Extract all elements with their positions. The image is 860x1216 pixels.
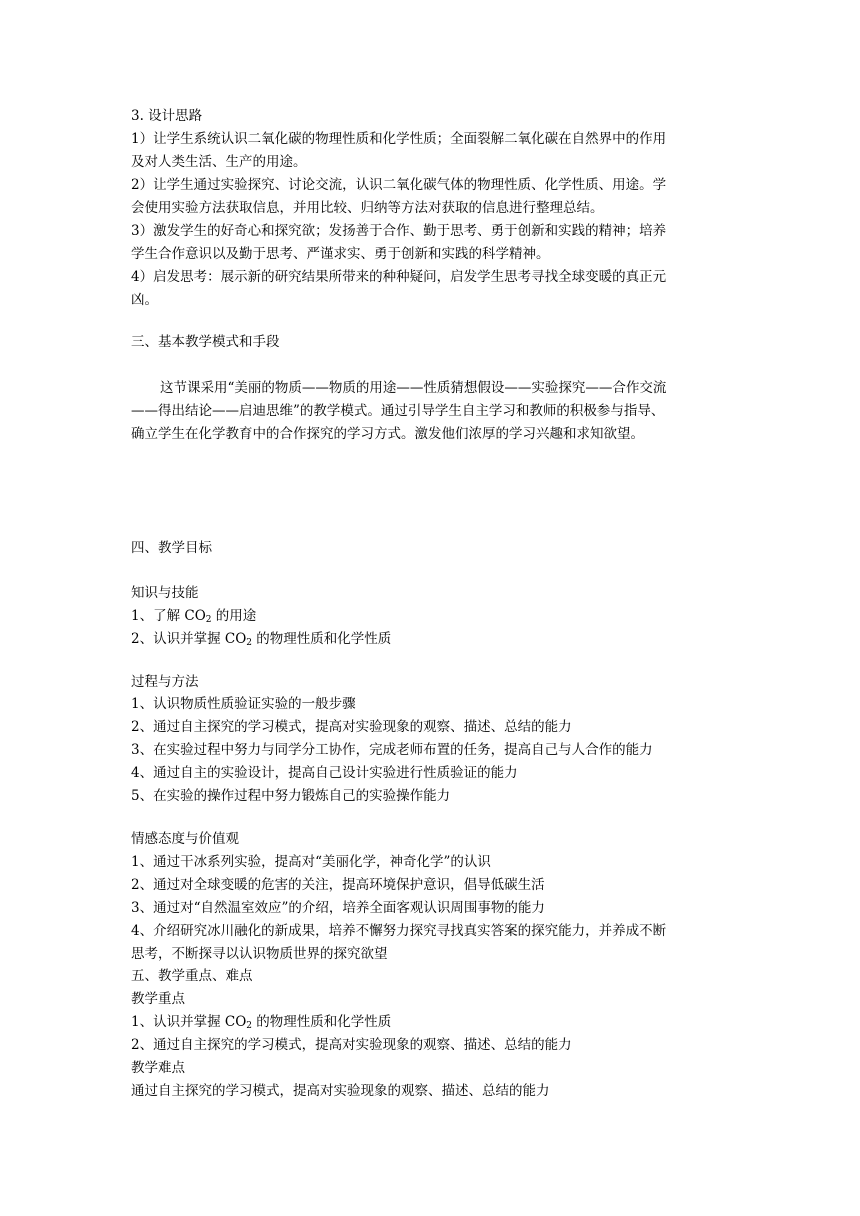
knowledge-item-1: 1、了解 $CO_2$ 的用途 <box>131 608 257 625</box>
focus-title: 教学重点 <box>131 991 185 1007</box>
design-item-4a: 4）启发思考：展示新的研究结果所带来的种种疑问，启发学生思考寻找全球变暖的真正元 <box>131 269 667 285</box>
process-item-4: 4、通过自主的实验设计，提高自己设计实验进行性质验证的能力 <box>131 765 518 781</box>
mode-heading: 三、基本教学模式和手段 <box>131 334 280 350</box>
design-item-3a: 3）激发学生的好奇心和探究欲；发扬善于合作、勤于思考、勇于创新和实践的精神；培养 <box>131 223 667 239</box>
process-item-3: 3、在实验过程中努力与同学分工协作，完成老师布置的任务，提高自己与人合作的能力 <box>131 742 653 758</box>
key-heading: 五、教学重点、难点 <box>131 968 253 984</box>
process-item-5: 5、在实验的操作过程中努力锻炼自己的实验操作能力 <box>131 788 451 804</box>
difficulty-title: 教学难点 <box>131 1060 185 1076</box>
emotion-item-4b: 思考，不断探寻以认识物质世界的探究欲望 <box>131 946 388 962</box>
emotion-title: 情感态度与价值观 <box>131 831 239 847</box>
design-item-1b: 及对人类生活、生产的用途。 <box>131 154 307 170</box>
design-item-4b: 凶。 <box>131 292 158 308</box>
mode-paragraph-line-3: 确立学生在化学教育中的合作探究的学习方式。激发他们浓厚的学习兴趣和求知欲望。 <box>131 426 644 442</box>
focus-item-1: 1、认识并掌握 $CO_2$ 的物理性质和化学性质 <box>131 1014 392 1031</box>
focus-item-2: 2、通过自主探究的学习模式，提高对实验现象的观察、描述、总结的能力 <box>131 1037 572 1053</box>
emotion-item-1: 1、通过干冰系列实验，提高对“美丽化学，神奇化学”的认识 <box>131 854 491 870</box>
process-item-1: 1、认识物质性质验证实验的一般步骤 <box>131 696 356 712</box>
emotion-item-3: 3、通过对“自然温室效应”的介绍，培养全面客观认识周围事物的能力 <box>131 900 545 916</box>
emotion-item-2: 2、通过对全球变暖的危害的关注，提高环境保护意识，倡导低碳生活 <box>131 877 545 893</box>
knowledge-item-2: 2、认识并掌握 $CO_2$ 的物理性质和化学性质 <box>131 631 392 648</box>
mode-paragraph-line-2: ——得出结论——启迪思维”的教学模式。通过引导学生自主学习和教师的积极参与指导、 <box>131 403 665 419</box>
design-item-2b: 会使用实验方法获取信息，并用比较、归纳等方法对获取的信息进行整理总结。 <box>131 200 604 216</box>
goals-heading: 四、教学目标 <box>131 540 212 556</box>
mode-paragraph-line-1: 这节课采用“美丽的物质——物质的用途——性质猜想假设——实验探究——合作交流 <box>160 380 667 396</box>
emotion-item-4a: 4、介绍研究冰川融化的新成果，培养不懈努力探究寻找真实答案的探究能力，并养成不断 <box>131 923 667 939</box>
design-item-1a: 1）让学生系统认识二氧化碳的物理性质和化学性质；全面裂解二氧化碳在自然界中的作用 <box>131 131 667 147</box>
difficulty-item-1: 通过自主探究的学习模式，提高对实验现象的观察、描述、总结的能力 <box>131 1083 550 1099</box>
knowledge-title: 知识与技能 <box>131 585 199 601</box>
process-title: 过程与方法 <box>131 674 199 690</box>
design-heading: 3. 设计思路 <box>131 108 203 124</box>
process-item-2: 2、通过自主探究的学习模式，提高对实验现象的观察、描述、总结的能力 <box>131 719 572 735</box>
design-item-2a: 2）让学生通过实验探究、讨论交流，认识二氧化碳气体的物理性质、化学性质、用途。学 <box>131 177 667 193</box>
design-item-3b: 学生合作意识以及勤于思考、严谨求实、勇于创新和实践的科学精神。 <box>131 246 550 262</box>
